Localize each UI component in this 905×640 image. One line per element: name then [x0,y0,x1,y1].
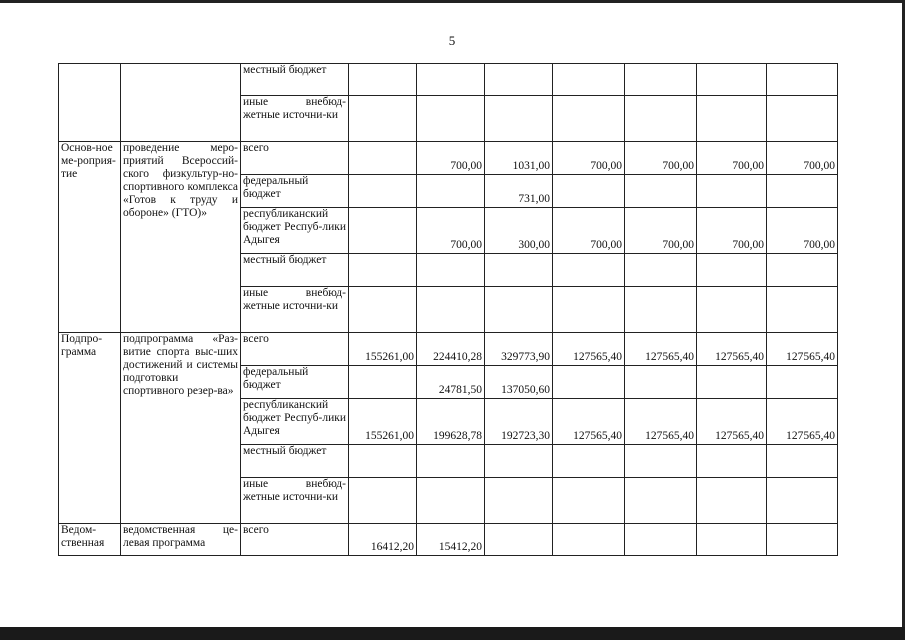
row-type-cell: Основ-ное ме-роприя-тие [59,142,121,333]
amount-cell: 127565,40 [553,399,625,445]
amount-cell [349,478,417,524]
amount-cell [625,366,697,399]
amount-cell [697,175,767,208]
amount-cell [767,287,838,333]
amount-cell [767,96,838,142]
amount-cell [349,366,417,399]
amount-cell: 700,00 [625,208,697,254]
table-row [59,142,838,175]
page-number: 5 [448,33,456,48]
amount-cell [417,96,485,142]
amount-cell [697,96,767,142]
amount-cell: 224410,28 [417,333,485,366]
amount-cell [417,478,485,524]
amount-cell [767,175,838,208]
amount-cell [697,64,767,96]
amount-cell: 300,00 [485,208,553,254]
amount-cell [417,175,485,208]
amount-cell: 127565,40 [697,333,767,366]
amount-cell: 192723,30 [485,399,553,445]
amount-cell: 127565,40 [553,333,625,366]
funding-source-cell: федеральный бюджет [241,366,349,399]
funding-source-cell: федеральный бюджет [241,175,349,208]
row-type-cell [59,64,121,142]
amount-cell [625,175,697,208]
amount-cell [417,287,485,333]
amount-cell [553,64,625,96]
amount-cell [485,287,553,333]
amount-cell [349,445,417,478]
amount-cell [485,445,553,478]
amount-cell [553,254,625,287]
amount-cell: 700,00 [553,142,625,175]
funding-source-cell: местный бюджет [241,445,349,478]
amount-cell [625,445,697,478]
amount-cell [767,254,838,287]
amount-cell [417,445,485,478]
amount-cell [349,175,417,208]
amount-cell [553,445,625,478]
amount-cell: 127565,40 [697,399,767,445]
amount-cell: 15412,20 [417,524,485,556]
amount-cell [349,208,417,254]
amount-cell: 155261,00 [349,333,417,366]
row-type-cell: Подпро-грамма [59,333,121,524]
amount-cell [767,64,838,96]
amount-cell [349,287,417,333]
amount-cell: 137050,60 [485,366,553,399]
amount-cell [767,478,838,524]
amount-cell: 700,00 [553,208,625,254]
amount-cell [485,64,553,96]
amount-cell [625,524,697,556]
amount-cell [625,287,697,333]
amount-cell: 155261,00 [349,399,417,445]
amount-cell [349,96,417,142]
amount-cell [349,64,417,96]
amount-cell [553,96,625,142]
amount-cell [625,96,697,142]
amount-cell [767,445,838,478]
activity-name-cell [121,64,241,142]
amount-cell: 127565,40 [625,333,697,366]
funding-table [58,63,838,556]
amount-cell [625,254,697,287]
amount-cell [767,524,838,556]
amount-cell: 700,00 [697,208,767,254]
amount-cell [349,142,417,175]
funding-source-cell: всего [241,524,349,556]
amount-cell: 329773,90 [485,333,553,366]
amount-cell [485,96,553,142]
funding-source-cell: местный бюджет [241,64,349,96]
activity-name-cell: проведение меро-приятий Всероссий-ского физкультур-но-спортивного комплекса «Готов к труду и обороне» (ГТО)» [121,142,241,333]
amount-cell [697,366,767,399]
amount-cell: 700,00 [417,208,485,254]
funding-source-cell: всего [241,333,349,366]
amount-cell [625,478,697,524]
activity-name-cell: подпрограмма «Раз-витие спорта выс-ших достижений и системы подготовки спортивного резер-ва» [121,333,241,524]
amount-cell [553,478,625,524]
scan-border-top [0,0,905,3]
amount-cell: 1031,00 [485,142,553,175]
amount-cell: 700,00 [767,208,838,254]
funding-source-cell: местный бюджет [241,254,349,287]
amount-cell: 199628,78 [417,399,485,445]
row-type-cell: Ведом-ственная [59,524,121,556]
amount-cell [485,478,553,524]
amount-cell [697,524,767,556]
table-row [59,333,838,366]
amount-cell [553,524,625,556]
amount-cell: 127565,40 [767,333,838,366]
amount-cell: 700,00 [767,142,838,175]
amount-cell: 700,00 [417,142,485,175]
amount-cell [697,287,767,333]
amount-cell [767,366,838,399]
amount-cell: 700,00 [625,142,697,175]
amount-cell [417,64,485,96]
amount-cell [697,445,767,478]
amount-cell [553,287,625,333]
scan-border-bottom [0,627,905,640]
amount-cell [553,175,625,208]
amount-cell [417,254,485,287]
funding-source-cell: всего [241,142,349,175]
amount-cell [349,254,417,287]
funding-source-cell: республиканский бюджет Респуб-лики Адыгея [241,208,349,254]
amount-cell: 24781,50 [417,366,485,399]
table-row [59,64,838,96]
funding-source-cell: республиканский бюджет Респуб-лики Адыгея [241,399,349,445]
amount-cell [485,254,553,287]
amount-cell [697,254,767,287]
amount-cell [625,64,697,96]
amount-cell: 127565,40 [625,399,697,445]
funding-source-cell: иные внебюд-жетные источни-ки [241,478,349,524]
amount-cell: 731,00 [485,175,553,208]
amount-cell [697,478,767,524]
amount-cell [553,366,625,399]
amount-cell [485,524,553,556]
table-row [59,524,838,556]
amount-cell: 16412,20 [349,524,417,556]
amount-cell: 127565,40 [767,399,838,445]
amount-cell: 700,00 [697,142,767,175]
funding-source-cell: иные внебюд-жетные источни-ки [241,96,349,142]
funding-source-cell: иные внебюд-жетные источни-ки [241,287,349,333]
activity-name-cell: ведомственная це-левая программа [121,524,241,556]
